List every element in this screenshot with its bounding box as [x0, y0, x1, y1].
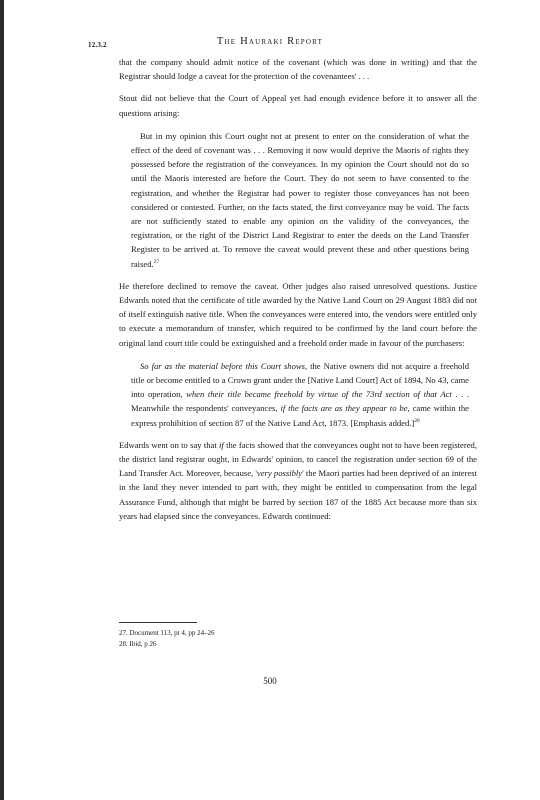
footnote-ref-27[interactable]: 27 [153, 258, 160, 265]
quote-body: But in my opinion this Court ought not at present to enter on the consideration of what the effect of the deed of covenant was . . . Removing it now would deprive the Maoris of rights they possessed before the registration of the conveyances. In my opinion the Court should not do so until the Maoris interested are before the Court. They do not seem to have consented to the registration, and whether the Registrar had power to register those conveyances has not been considered or contested. Further, on the facts stated, the first conveyance may be void. The facts are not sufficiently stated to enable any opinion on the validity of the conveyances, the registration, or the right of the District Land Registrar to enter the deeds on the Land Transfer Register to be arrived at. To remove the caveat would prevent these and other questions being raised. [131, 130, 469, 269]
emphasis-text: So far as the material before this Court shows, [140, 360, 308, 371]
main-text [119, 55, 477, 523]
running-title: The Hauraki Report [216, 36, 324, 47]
footnote-ref-28[interactable]: 28 [414, 417, 420, 424]
paragraph-edwards: He therefore declined to remove the caveat. Other judges also raised unresolved questions. Justice Edwards noted that the certificate of title awarded by the Native Land Court on 29 August 1883 did not of itself extinguish native title. When the conveyances were entered into, the vendors were entitled only to execute a memorandum of transfer, which required to be confirmed by the land court before the original land court title could be extinguished and a freehold order made in favour of the purchasers: [119, 280, 477, 348]
running-header [0, 36, 540, 50]
quote-text [131, 129, 469, 271]
section-number: 12.3.2 [88, 41, 107, 49]
quote-body: came within the express prohibition of section 87 of the Native Land Act, 1873. [Emphasis added.] [131, 403, 470, 428]
footnote-27: 27. Document 113, pt 4, pp 24–26 [119, 629, 215, 637]
block-quote-stout [131, 129, 477, 271]
paragraph-continued: that the company should admit notice of the covenant (which was done in writing) and that the Registrar should lodge a caveat for the protection of the covenantees' . . . [119, 57, 477, 82]
footnotes [119, 628, 477, 650]
paragraph-stout: Stout did not believe that the Court of Appeal yet had enough evidence before it to answer all the questions arising: [119, 93, 477, 118]
emphasis-text: if the facts are as they appear to be, [280, 403, 410, 414]
paragraph-edwards-continued [119, 438, 477, 523]
emphasis-text: very possibly [256, 468, 303, 479]
text-run: Edwards went on to say that [119, 439, 220, 450]
emphasis-text: if [219, 439, 224, 450]
footnote-divider [119, 622, 197, 623]
footnote-28: 28. Ibid, p 26 [119, 640, 157, 648]
quote-body: . . . Meanwhile the respondents' conveyances, [131, 389, 469, 414]
emphasis-text: when their title became freehold by virtue of the 73rd section of that Act [186, 389, 452, 400]
page-number: 500 [263, 676, 277, 686]
text-run: the facts showed that the conveyances ought not to have been registered, the district land registrar ought, in Edwards' opinion, to cancel the registration under section 69 of the Land Transfer Act. Moreover, because, ' [119, 439, 477, 479]
text-run: ' the Maori parties had been deprived of an interest in the land they never intended to part with, they might be entitled to compensation from the legal Assurance Fund, although that might be barred by section 187 of the 1885 Act because more than six years had elapsed since the conveyances. Edwards continued: [119, 468, 477, 521]
block-quote-edwards [131, 359, 477, 430]
quote-body: the Native owners did not acquire a freehold title or become entitled to a Crown grant under the [Native Land Court] Act of 1894, No 43, came into operation, [131, 360, 470, 400]
quote-text [131, 359, 469, 430]
